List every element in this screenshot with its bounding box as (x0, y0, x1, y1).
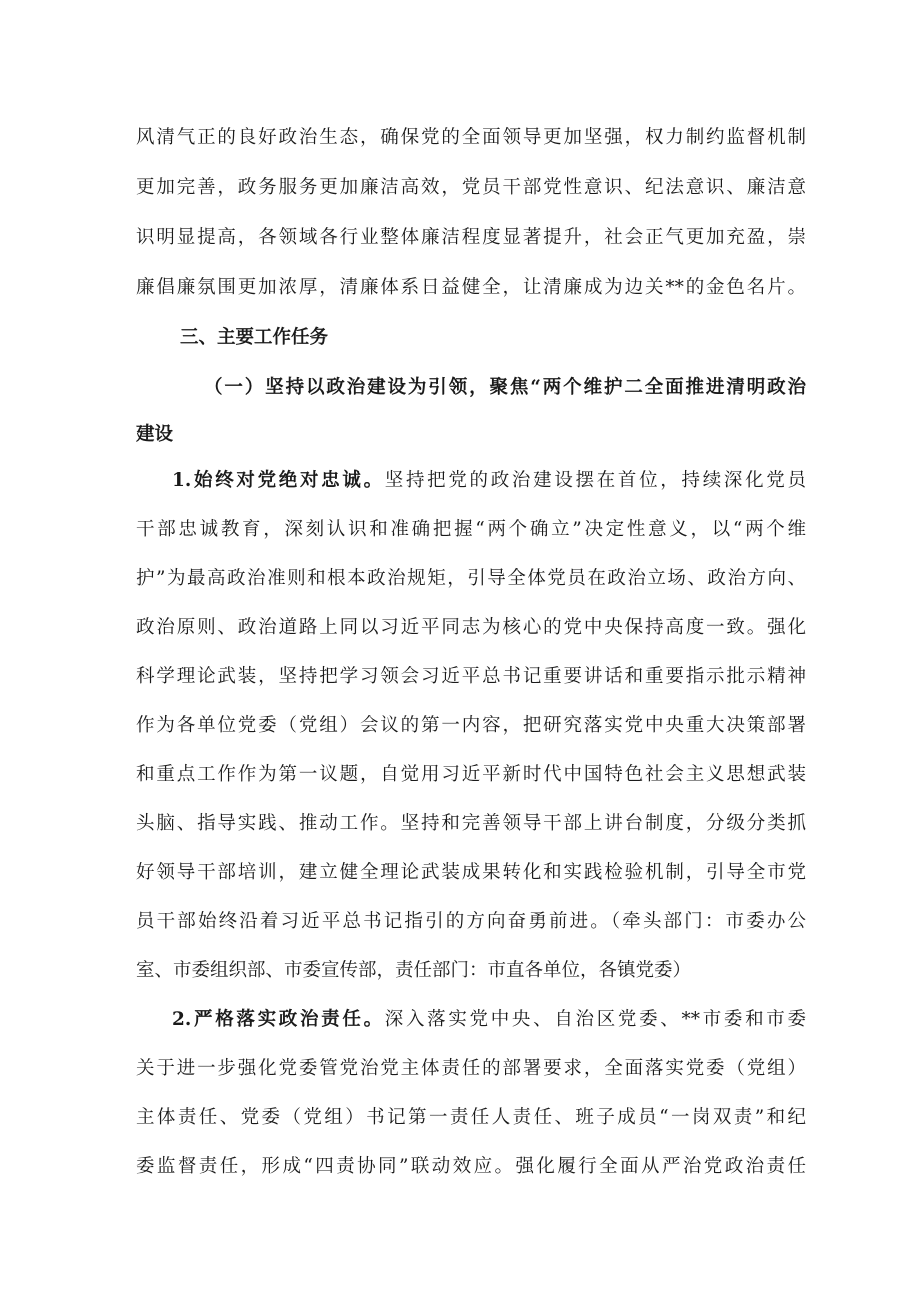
paragraph-line: 作为各单位党委（党组）会议的第一内容，把研究落实党中央重大决策部署 (136, 715, 806, 736)
paragraph-line: 室、市委组织部、市委宣传部，责任部门：市直各单位，各镇党委） (136, 960, 692, 981)
paragraph-line: 关于进一步强化党委管党治党主体责任的部署要求，全面落实党委（党组） (136, 1058, 806, 1079)
paragraph-line: 护”为最高政治准则和根本政治规矩，引导全体党员在政治立场、政治方向、 (136, 568, 806, 589)
item-2-first-line (172, 1007, 806, 1033)
paragraph-line: 识明显提高，各领域各行业整体廉洁程度显著提升，社会正气更加充盈，崇 (136, 227, 806, 248)
paragraph-line: 干部忠诚教育，深刻认识和准确把握“两个确立”决定性意义，以“两个维 (136, 519, 806, 540)
subsection-heading: （一）坚持以政治建设为引领，聚焦“两个维护二全面推进清明政治 (204, 377, 806, 398)
section-heading: 三、主要工作任务 (180, 327, 329, 348)
paragraph-line: 委监督责任，形成“四责协同”联动效应。强化履行全面从严治党政治责任 (136, 1156, 806, 1177)
item-1-title: 1.始终对党绝对忠诚。 (172, 470, 385, 491)
paragraph-line: 政治原则、政治道路上同以习近平同志为核心的党中央保持高度一致。强化 (136, 617, 806, 638)
item-2-title: 2.严格落实政治责任。 (172, 1009, 385, 1030)
paragraph-line: 更加完善，政务服务更加廉洁高效，党员干部党性意识、纪法意识、廉洁意 (136, 177, 806, 198)
paragraph-line: 和重点工作作为第一议题，自觉用习近平新时代中国特色社会主义思想武装 (136, 764, 806, 785)
subsection-heading-continued: 建设 (136, 424, 174, 445)
item-1-first-line (172, 468, 806, 494)
paragraph-line: 主体责任、党委（党组）书记第一责任人责任、班子成员“一岗双责”和纪 (136, 1107, 806, 1128)
paragraph-line: 员干部始终沿着习近平总书记指引的方向奋勇前进。（牵头部门：市委办公 (136, 911, 806, 932)
paragraph-line: 风清气正的良好政治生态，确保党的全面领导更加坚强，权力制约监督机制 (136, 127, 806, 148)
paragraph-line: 科学理论武装，坚持把学习领会习近平总书记重要讲话和重要指示批示精神 (136, 666, 806, 687)
paragraph-line: 头脑、指导实践、推动工作。坚持和完善领导干部上讲台制度，分级分类抓 (136, 813, 806, 834)
item-1-text: 坚持把党的政治建设摆在首位，持续深化党员 (384, 470, 806, 491)
paragraph-line: 廉倡廉氛围更加浓厚，清廉体系日益健全，让清廉成为边关**的金色名片。 (136, 277, 806, 298)
paragraph-line: 好领导干部培训，建立健全理论武装成果转化和实践检验机制，引导全市党 (136, 862, 806, 883)
item-2-text: 深入落实党中央、自治区党委、**市委和市委 (384, 1009, 806, 1030)
